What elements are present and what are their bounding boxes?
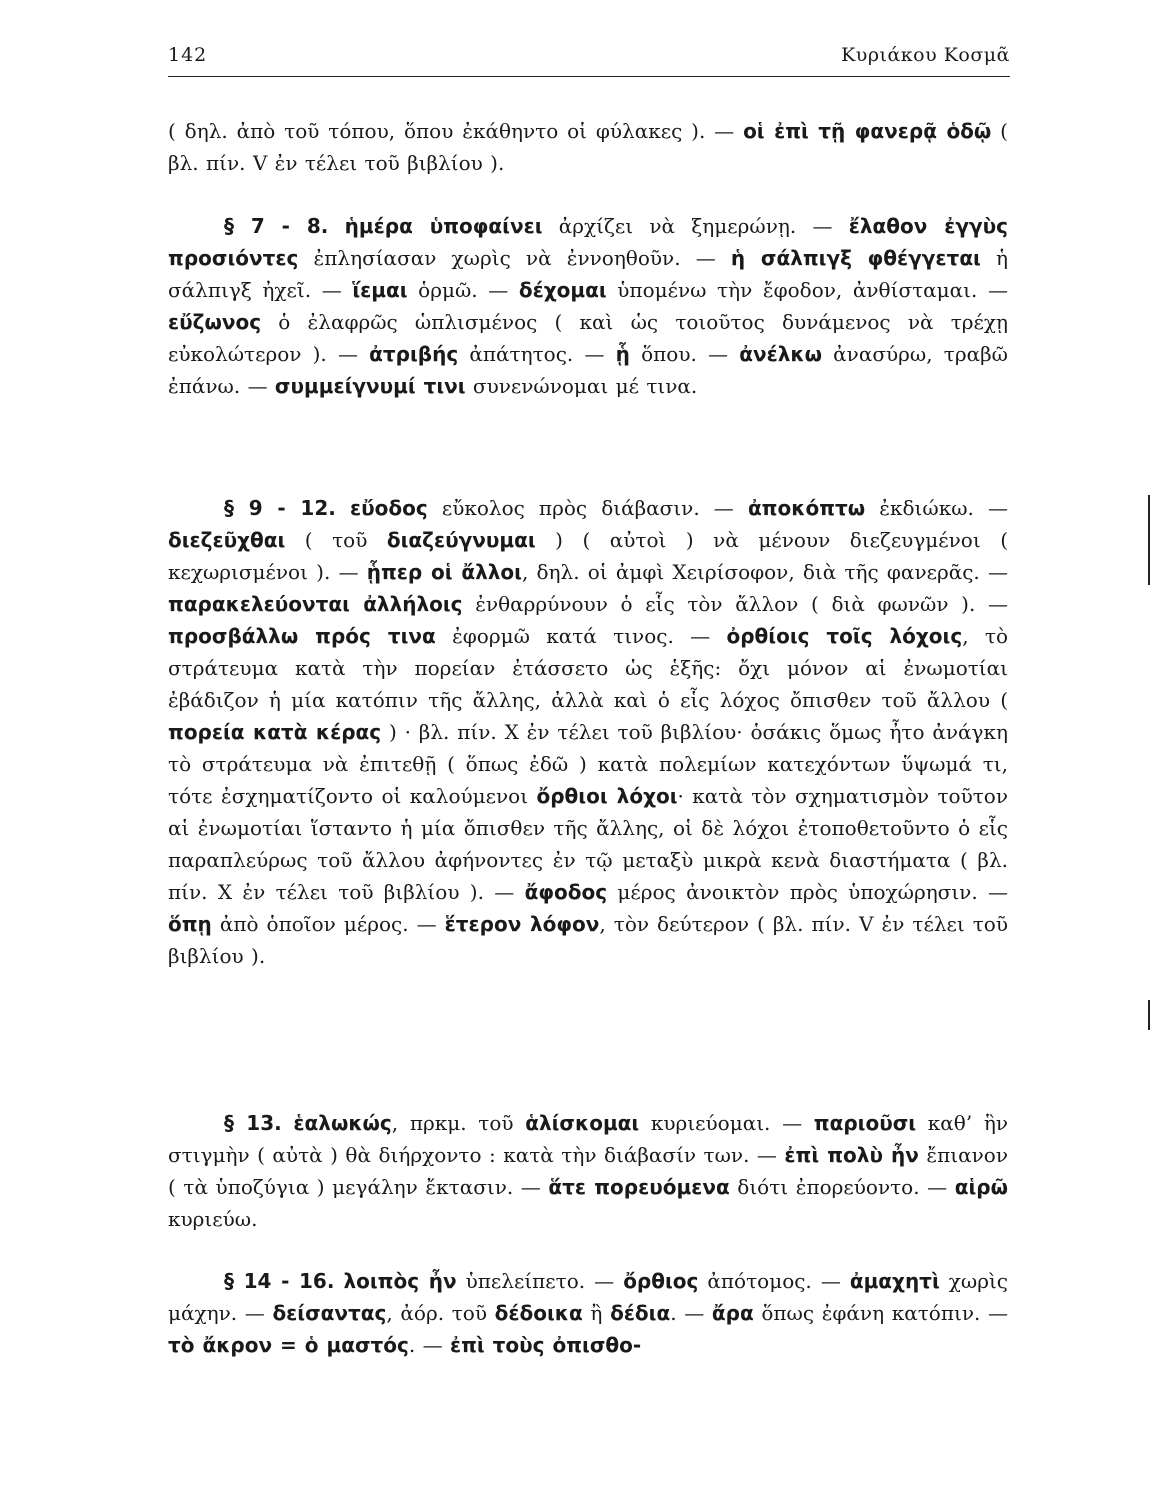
paragraph-section-13	[168, 1107, 1008, 1235]
headword: ἕτερον λόφον	[444, 912, 600, 936]
headword: ᾗπερ οἱ ἄλλοι	[366, 560, 522, 584]
headword: ᾗ	[615, 342, 630, 366]
gloss-text: , πρκμ. τοῦ	[391, 1111, 526, 1135]
gloss-text: ἐπλησίασαν χωρὶς νὰ ἐννοηθοῦν. —	[298, 246, 731, 270]
paragraph-section-7-8	[168, 210, 1008, 402]
headword: δέδια	[610, 1301, 671, 1325]
paragraph-section-14-16	[168, 1265, 1008, 1361]
gloss-text: συνενώνομαι μέ τινα.	[465, 374, 698, 398]
running-head: Κυριάκου Κοσμᾶ	[841, 44, 1010, 66]
paragraph-1	[168, 115, 1008, 179]
gloss-text: ὅπως ἐφάνη κατόπιν. —	[753, 1301, 1008, 1325]
gloss-text: ( βλ. πίν. V ἐν τέλει τοῦ βιβλίου ).	[168, 119, 1008, 175]
gloss-text: ( δηλ. ἀπὸ τοῦ τόπου, ὅπου ἐκάθηντο οἱ φύλακες ). —	[168, 119, 744, 143]
gloss-text: ἐνθαρρύνουν ὁ εἷς τὸν ἄλλον ( διὰ φωνῶν ). —	[462, 592, 1008, 616]
scan-edge-mark	[1148, 1000, 1150, 1030]
gloss-text: ἀπάτητος. —	[458, 342, 616, 366]
headword: ἵεμαι	[352, 278, 408, 302]
gloss-text: κυριεύομαι. —	[639, 1111, 814, 1135]
gloss-text: ἐφορμῶ κατά τινος. —	[435, 624, 727, 648]
gloss-text: ) ( αὐτοὶ ) νὰ μένουν διεζευγμένοι ( κεχωρισμένοι ). —	[168, 528, 1008, 584]
gloss-text: ὑπομένω τὴν ἔφοδον, ἀνθίσταμαι. —	[606, 278, 1008, 302]
headword: δείσαντας	[272, 1301, 387, 1325]
headword: τὸ ἄκρον = ὁ μαστός	[168, 1333, 409, 1357]
gloss-text	[336, 496, 350, 520]
headword: λοιπὸς ἦν	[343, 1269, 457, 1293]
gloss-text: . —	[670, 1301, 712, 1325]
page-header	[168, 44, 1010, 74]
headword: αἱρῶ	[954, 1175, 1008, 1199]
headword: ἐπὶ πολὺ ἦν	[784, 1143, 919, 1167]
headword: διαζεύγνυμαι	[386, 528, 536, 552]
gloss-text: ( τοῦ	[285, 528, 387, 552]
headword: ἐπὶ τοὺς ὀπισθο-	[449, 1333, 642, 1357]
headword: ἄρα	[711, 1301, 754, 1325]
headword: εὔζωνος	[168, 310, 262, 334]
headword: ὄρθιος	[623, 1269, 699, 1293]
section-number: § 13.	[224, 1111, 282, 1135]
gloss-text: ἡ σάλπιγξ ἠχεῖ. —	[168, 246, 1008, 302]
gloss-text: ἀνασύρω, τραβῶ ἐπάνω. —	[168, 342, 1008, 398]
headword: παρακελεύονται ἀλλήλοις	[168, 592, 463, 616]
gloss-text: ὁρμῶ. —	[407, 278, 519, 302]
headword: ἀτριβής	[369, 342, 459, 366]
headword: ἡμέρα ὑποφαίνει	[344, 214, 543, 238]
gloss-text	[282, 1111, 294, 1135]
gloss-text: ἀρχίζει νὰ ξημερώνῃ. —	[542, 214, 849, 238]
gloss-text: ἐκδιώκω. —	[865, 496, 1008, 520]
headword: διεζεῦχθαι	[168, 528, 286, 552]
headword: δέδοικα	[494, 1301, 583, 1325]
page-number: 142	[168, 44, 208, 66]
section-number: § 14 - 16.	[224, 1269, 335, 1293]
gloss-text: χωρὶς μάχην. —	[168, 1269, 1009, 1325]
gloss-text: ἔπιανον ( τὰ ὑποζύγια ) μεγάλην ἔκτασιν. —	[168, 1143, 1008, 1199]
headword: ἡ σάλπιγξ φθέγγεται	[730, 246, 981, 270]
gloss-text: εὔκολος πρὸς διάβασιν. —	[427, 496, 748, 520]
gloss-text: , τὸν δεύτερον ( βλ. πίν. V ἐν τέλει τοῦ βιβλίου ).	[168, 912, 1008, 968]
headword: συμμείγνυμί τινι	[274, 374, 466, 398]
headword: ἀποκόπτω	[747, 496, 866, 520]
gloss-text: · κατὰ τὸν σχηματισμὸν τοῦτον αἱ ἐνωμοτίαι ἵσταντο ἡ μία ὄπισθεν τῆς ἄλλης, οἱ δὲ λόχοι ἐτοποθετοῦντο ὁ εἷς παραπλεύρως τοῦ ἄλλου ἀφήνοντες ἐν τῷ μεταξὺ μικρὰ κενὰ διαστήματα ( βλ. πίν. X ἐν τέλει τοῦ βιβλίου ). —	[168, 784, 1008, 904]
gloss-text: ἀπὸ ὁποῖον μέρος. —	[211, 912, 445, 936]
headword: ἄφοδος	[524, 880, 608, 904]
headword: οἱ ἐπὶ τῇ φανερᾷ ὁδῷ	[743, 119, 992, 143]
gloss-text: ἀπότομος. —	[698, 1269, 850, 1293]
header-rule	[168, 76, 1010, 77]
gloss-text: ὑπελείπετο. —	[456, 1269, 624, 1293]
headword: πορεία κατὰ κέρας	[168, 720, 382, 744]
headword: ἀμαχητὶ	[849, 1269, 940, 1293]
gloss-text: , τὸ στράτευμα κατὰ τὴν πορείαν ἐτάσσετο ὡς ἑξῆς: ὄχι μόνον αἱ ἐνωμοτίαι ἐβάδιζον ἡ μία κατόπιν τῆς ἄλλης, ἀλλὰ καὶ ὁ εἷς λόχος ὄπισθεν τοῦ ἄλλου (	[168, 624, 1008, 712]
headword: ἑαλωκώς	[293, 1111, 392, 1135]
gloss-text: ἢ	[582, 1301, 611, 1325]
headword: ὄρθιοι λόχοι	[536, 784, 678, 808]
gloss-text: ὅπου. —	[629, 342, 740, 366]
gloss-text	[328, 214, 344, 238]
headword: ἀνέλκω	[739, 342, 822, 366]
headword: ὀρθίοις τοῖς λόχοις	[726, 624, 963, 648]
gloss-text: μέρος ἀνοικτὸν πρὸς ὑποχώρησιν. —	[607, 880, 1009, 904]
gloss-text: , δηλ. οἱ ἀμφὶ Χειρίσοφον, διὰ τῆς φανερᾶς. —	[521, 560, 1008, 584]
scan-edge-mark	[1148, 495, 1150, 585]
headword: ἅτε πορευόμενα	[548, 1175, 730, 1199]
gloss-text: ) · βλ. πίν. X ἐν τέλει τοῦ βιβλίου· ὁσάκις ὅμως ἦτο ἀνάγκη τὸ στράτευμα νὰ ἐπιτεθῇ ( ὅπως ἐδῶ ) κατὰ πολεμίων κατεχόντων ὕψωμά τι, τότε ἐσχηματίζοντο οἱ καλούμενοι	[168, 720, 1008, 808]
headword: εὔοδος	[349, 496, 428, 520]
gloss-text: διότι ἐπορεύοντο. —	[729, 1175, 955, 1199]
section-number: § 9 - 12.	[224, 496, 336, 520]
gloss-text: κυριεύω.	[168, 1207, 258, 1231]
headword: δέχομαι	[518, 278, 607, 302]
headword: ἁλίσκομαι	[525, 1111, 640, 1135]
paragraph-section-9-12	[168, 492, 1008, 972]
headword: ὅπῃ	[168, 912, 212, 936]
gloss-text: ὁ ἐλαφρῶς ὡπλισμένος ( καὶ ὡς τοιοῦτος δυνάμενος νὰ τρέχῃ εὐκολώτερον ). —	[168, 310, 1008, 366]
headword: ἔλαθον ἐγγὺς προσιόντες	[168, 214, 1009, 270]
gloss-text: . —	[408, 1333, 450, 1357]
headword: παριοῦσι	[813, 1111, 917, 1135]
section-number: § 7 - 8.	[224, 214, 329, 238]
gloss-text: , ἀόρ. τοῦ	[386, 1301, 495, 1325]
headword: προσβάλλω πρός τινα	[168, 624, 436, 648]
gloss-text: καθ’ ἣν στιγμὴν ( αὐτὰ ) θὰ διήρχοντο : κατὰ τὴν διάβασίν των. —	[168, 1111, 1009, 1167]
